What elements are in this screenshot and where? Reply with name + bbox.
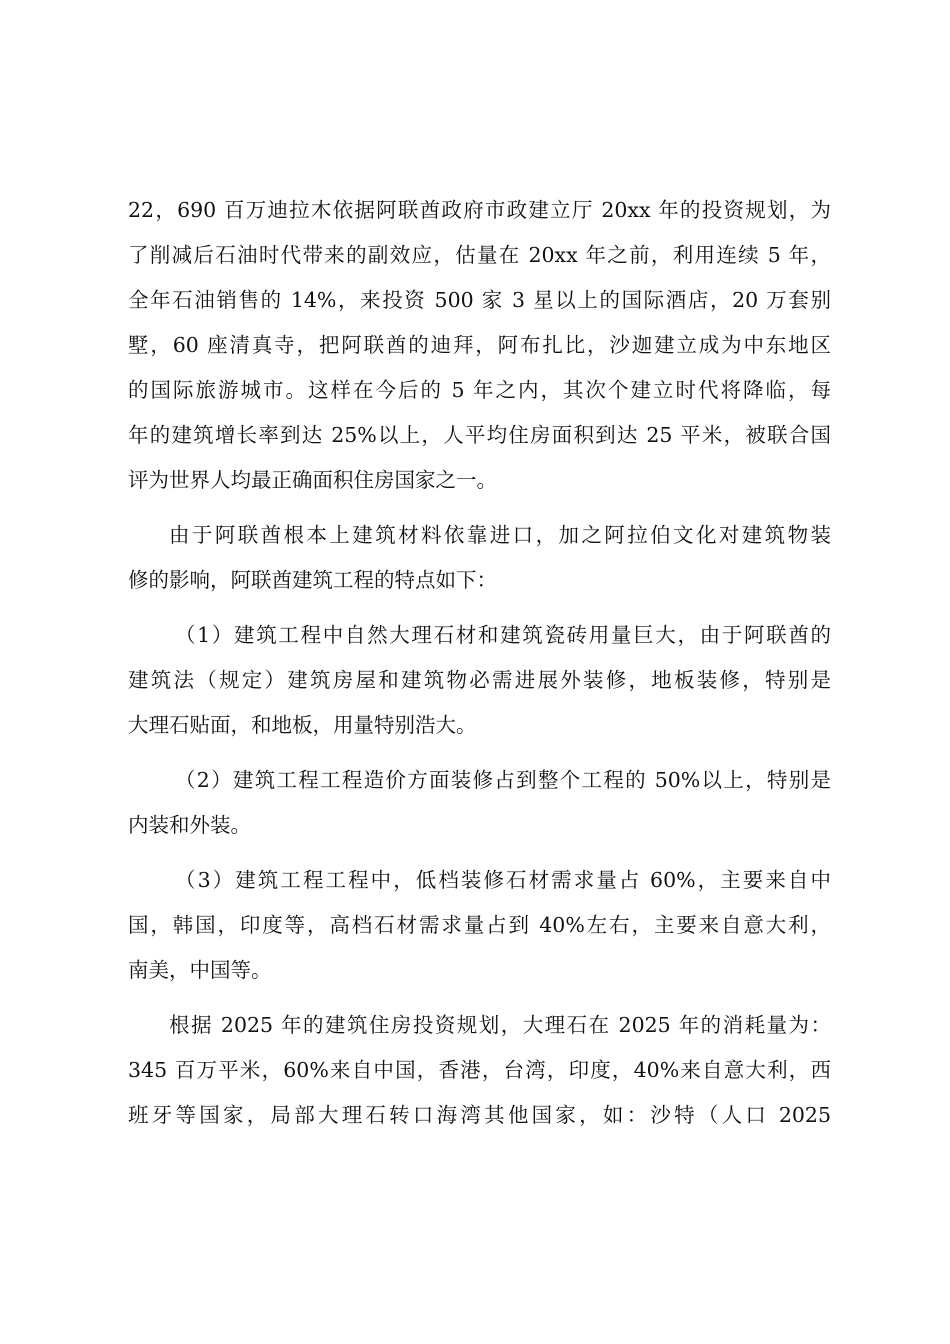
text-line: 345 百万平米，60%来自中国，香港，台湾，印度，40%来自意大利，西 [128, 1058, 831, 1082]
text-line: 南美，中国等。 [128, 958, 272, 982]
text-line: 大理石贴面，和地板，用量特别浩大。 [128, 713, 477, 737]
text-line: 修的影响，阿联酋建筑工程的特点如下： [128, 568, 497, 592]
text-line: 内装和外装。 [128, 813, 251, 837]
text-line: 全年石油销售的 14%，来投资 500 家 3 星以上的国际酒店，20 万套别 [128, 288, 831, 312]
paragraph-marble-consumption [128, 1003, 831, 1138]
text-line: 墅，60 座清真寺，把阿联酋的迪拜，阿布扎比，沙迦建立成为中东地区 [128, 333, 831, 357]
document-body [128, 188, 831, 1138]
text-line: 的国际旅游城市。这样在今后的 5 年之内，其次个建立时代将降临，每 [128, 378, 831, 402]
text-line: （2）建筑工程工程造价方面装修占到整个工程的 50%以上，特别是 [175, 768, 831, 792]
paragraph-feature-2 [128, 758, 831, 848]
text-line: 由于阿联酋根本上建筑材料依靠进口，加之阿拉伯文化对建筑物装 [169, 523, 831, 547]
text-line: 年的建筑增长率到达 25%以上，人平均住房面积到达 25 平米，被联合国 [128, 423, 831, 447]
text-line: 建筑法（规定）建筑房屋和建筑物必需进展外装修，地板装修，特别是 [128, 668, 831, 692]
text-line: 了削减后石油时代带来的副效应，估量在 20xx 年之前，利用连续 5 年， [128, 243, 831, 267]
text-line: 根据 2025 年的建筑住房投资规划，大理石在 2025 年的消耗量为： [169, 1013, 831, 1037]
text-line: （1）建筑工程中自然大理石材和建筑瓷砖用量巨大，由于阿联酋的 [175, 623, 831, 647]
text-line: 班牙等国家，局部大理石转口海湾其他国家，如：沙特（人口 2025 [128, 1103, 831, 1127]
paragraph-feature-3 [128, 858, 831, 993]
paragraph-building-features-intro [128, 513, 831, 603]
text-line: 国，韩国，印度等，高档石材需求量占到 40%左右，主要来自意大利， [128, 913, 831, 937]
text-line: 22，690 百万迪拉木依据阿联酋政府市政建立厅 20xx 年的投资规划，为 [128, 198, 831, 222]
text-line: 评为世界人均最正确面积住房国家之一。 [128, 468, 497, 492]
paragraph-feature-1 [128, 613, 831, 748]
paragraph-investment-plan [128, 188, 831, 503]
text-line: （3）建筑工程工程中，低档装修石材需求量占 60%，主要来自中 [175, 868, 831, 892]
